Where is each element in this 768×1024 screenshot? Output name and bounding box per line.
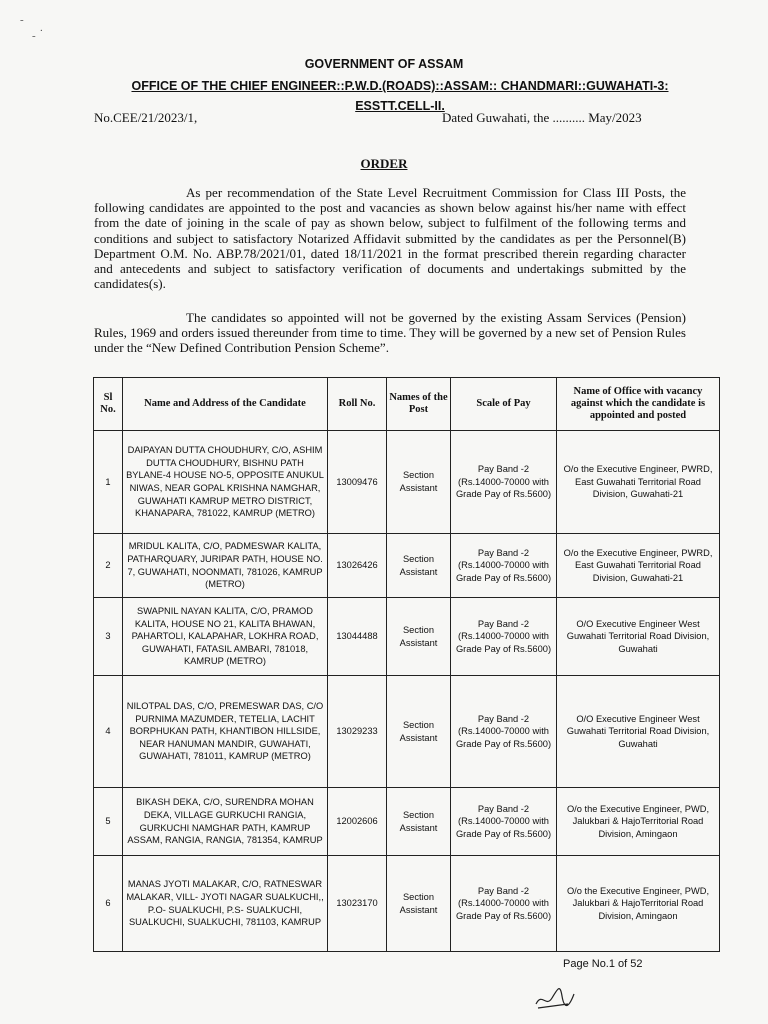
cell-sl: 1 xyxy=(94,431,123,534)
cell-office: O/O Executive Engineer West Guwahati Territorial Road Division, Guwahati xyxy=(557,598,720,676)
col-header-sl: Sl No. xyxy=(94,378,123,431)
cell-sl: 4 xyxy=(94,676,123,788)
office-heading-cell: ESSTT.CELL-II. xyxy=(355,99,445,113)
col-header-roll: Roll No. xyxy=(328,378,387,431)
cell-office: O/o the Executive Engineer, PWD, Jalukbari & HajoTerritorial Road Division, Amingaon xyxy=(557,788,720,856)
col-header-office: Name of Office with vacancy against which the candidate is appointed and posted xyxy=(557,378,720,431)
office-heading-line: OFFICE OF THE CHIEF ENGINEER::P.W.D.(ROADS)::ASSAM:: CHANDMARI::GUWAHATI-3: xyxy=(131,79,669,93)
cell-name-address: MANAS JYOTI MALAKAR, C/O, RATNESWAR MALAKAR, VILL- JYOTI NAGAR SUALKUCHI,, P.O- SUALKUCHI, P.S- SUALKUCHI, SUALKUCHI, SUALKUCHI, 781103, KAMRUP xyxy=(123,856,328,952)
page-number: Page No.1 of 52 xyxy=(563,958,643,970)
cell-office: O/O Executive Engineer West Guwahati Territorial Road Division, Guwahati xyxy=(557,676,720,788)
order-title: ORDER xyxy=(360,156,408,171)
col-header-post: Names of the Post xyxy=(387,378,451,431)
cell-sl: 5 xyxy=(94,788,123,856)
cell-name-address: SWAPNIL NAYAN KALITA, C/O, PRAMOD KALITA, HOUSE NO 21, KALITA BHAWAN, PAHARTOLI, KALAPAHAR, LOKHRA ROAD, GUWAHATI, FATASIL AMBARI, 781018, KAMRUP (METRO) xyxy=(123,598,328,676)
cell-post: Section Assistant xyxy=(387,788,451,856)
cell-sl: 3 xyxy=(94,598,123,676)
table-row xyxy=(94,431,720,534)
table-row xyxy=(94,534,720,598)
paragraph-pension: The candidates so appointed will not be governed by the existing Assam Services (Pension) Rules, 1969 and orders issued thereunder from time to time. They will be governed by a new set of Pension Rules under the “New Defined Contribution Pension Scheme”. xyxy=(94,310,686,356)
candidates-table xyxy=(93,377,720,952)
table-header-row xyxy=(94,378,720,431)
cell-scale: Pay Band -2 (Rs.14000-70000 with Grade Pay of Rs.5600) xyxy=(451,788,557,856)
table-row xyxy=(94,788,720,856)
scan-artifact: - xyxy=(20,14,24,26)
cell-sl: 6 xyxy=(94,856,123,952)
table-row xyxy=(94,676,720,788)
government-heading: GOVERNMENT OF ASSAM xyxy=(304,57,464,71)
cell-scale: Pay Band -2 (Rs.14000-70000 with Grade Pay of Rs.5600) xyxy=(451,598,557,676)
cell-office: O/o the Executive Engineer, PWRD, East Guwahati Territorial Road Division, Guwahati-21 xyxy=(557,534,720,598)
cell-scale: Pay Band -2 (Rs.14000-70000 with Grade Pay of Rs.5600) xyxy=(451,856,557,952)
scan-artifact: - xyxy=(32,30,36,42)
cell-name-address: DAIPAYAN DUTTA CHOUDHURY, C/O, ASHIM DUTTA CHOUDHURY, BISHNU PATH BYLANE-4 HOUSE NO-5, OPPOSITE ANUKUL NIWAS, NEAR GOPAL KRISHNA NAMGHAR, GUWAHATI KAMRUP METRO DISTRICT, KHANAPARA, 781022, KAMRUP (METRO) xyxy=(123,431,328,534)
cell-post: Section Assistant xyxy=(387,534,451,598)
cell-office: O/o the Executive Engineer, PWD, Jalukbari & HajoTerritorial Road Division, Amingaon xyxy=(557,856,720,952)
cell-scale: Pay Band -2 (Rs.14000-70000 with Grade Pay of Rs.5600) xyxy=(451,534,557,598)
date-line: Dated Guwahati, the .......... May/2023 xyxy=(442,110,642,125)
cell-roll: 13009476 xyxy=(328,431,387,534)
signature-scribble xyxy=(528,974,588,1014)
col-header-scale: Scale of Pay xyxy=(451,378,557,431)
cell-post: Section Assistant xyxy=(387,856,451,952)
cell-office: O/o the Executive Engineer, PWRD, East Guwahati Territorial Road Division, Guwahati-21 xyxy=(557,431,720,534)
cell-roll: 13044488 xyxy=(328,598,387,676)
cell-scale: Pay Band -2 (Rs.14000-70000 with Grade Pay of Rs.5600) xyxy=(451,676,557,788)
cell-sl: 2 xyxy=(94,534,123,598)
cell-roll: 13029233 xyxy=(328,676,387,788)
col-header-name: Name and Address of the Candidate xyxy=(123,378,328,431)
paragraph-recommendation: As per recommendation of the State Level Recruitment Commission for Class III Posts, the following candidates are appointed to the post and vacancies as shown below against his/her name with effect from the date of joining in the scale of pay as shown below, subject to fulfilment of the following terms and conditions and subject to satisfactory Notarized Affidavit submitted by the candidates as per the Personnel(B) Department O.M. No. ABP.78/2021/01, dated 18/11/2021 in the format prescribed therein regarding character and antecedents and subject to satisfactory verification of documents and undertakings submitted by the candidates(s). xyxy=(94,185,686,292)
cell-roll: 13023170 xyxy=(328,856,387,952)
table-row xyxy=(94,598,720,676)
cell-name-address: BIKASH DEKA, C/O, SURENDRA MOHAN DEKA, VILLAGE GURKUCHI RANGIA, GURKUCHI NAMGHAR PATH, KAMRUP ASSAM, RANGIA, RANGIA, 781354, KAMRUP xyxy=(123,788,328,856)
scan-artifact: . xyxy=(40,22,43,34)
cell-post: Section Assistant xyxy=(387,598,451,676)
cell-name-address: MRIDUL KALITA, C/O, PADMESWAR KALITA, PATHARQUARY, JURIPAR PATH, HOUSE NO. 7, GUWAHATI, NOONMATI, 781026, KAMRUP (METRO) xyxy=(123,534,328,598)
cell-roll: 12002606 xyxy=(328,788,387,856)
cell-scale: Pay Band -2 (Rs.14000-70000 with Grade Pay of Rs.5600) xyxy=(451,431,557,534)
cell-name-address: NILOTPAL DAS, C/O, PREMESWAR DAS, C/O PURNIMA MAZUMDER, TETELIA, LACHIT BORPHUKAN PATH, KHANTIBON HILLSIDE, NEAR HANUMAN MANDIR, GUWAHATI, GUWAHATI, 781011, KAMRUP (METRO) xyxy=(123,676,328,788)
cell-roll: 13026426 xyxy=(328,534,387,598)
reference-number: No.CEE/21/2023/1, xyxy=(94,110,198,125)
table-row xyxy=(94,856,720,952)
cell-post: Section Assistant xyxy=(387,676,451,788)
cell-post: Section Assistant xyxy=(387,431,451,534)
